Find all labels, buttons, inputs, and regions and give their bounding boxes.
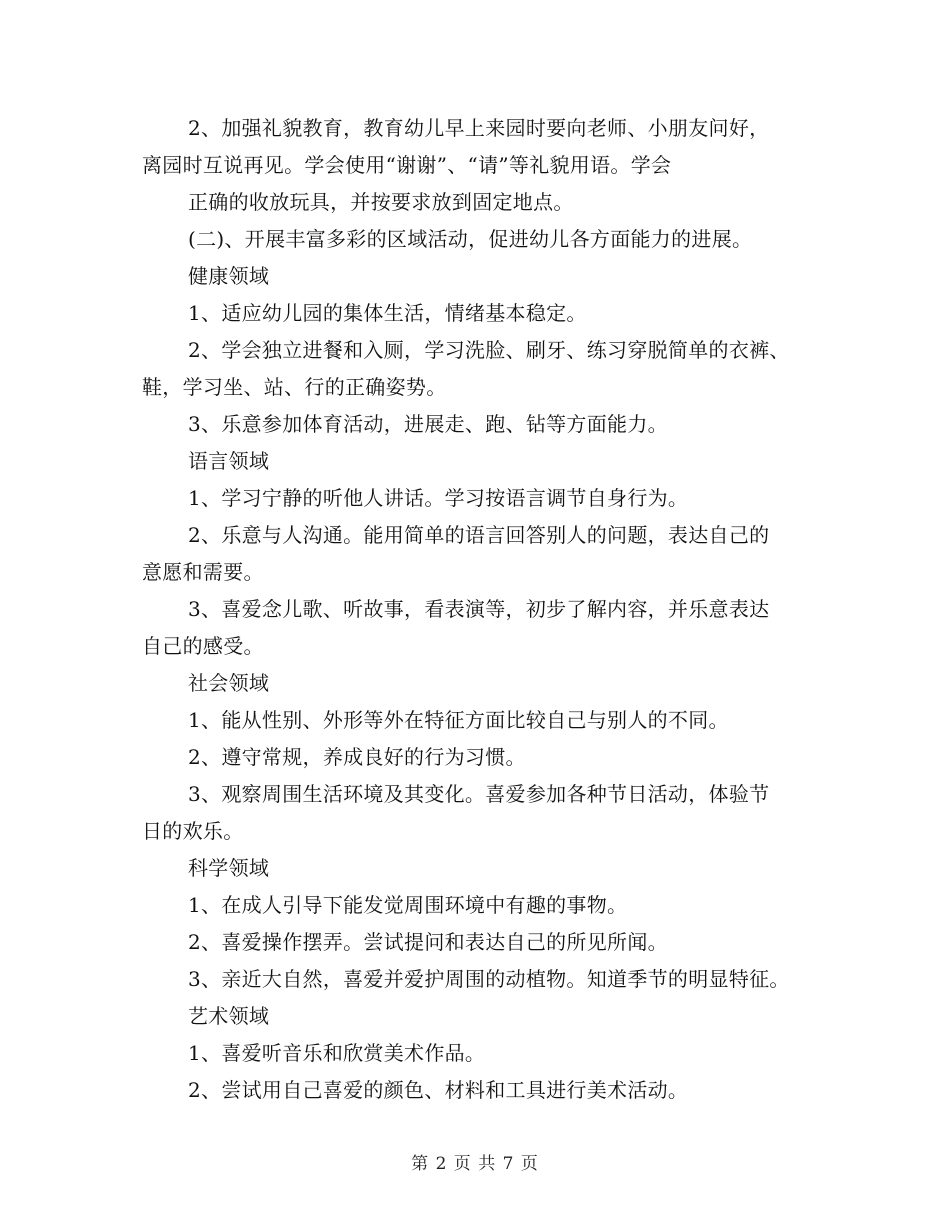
paragraph-line: 日的欢乐。 bbox=[142, 819, 244, 843]
paragraph-line: 1、在成人引导下能发觉周围环境中有趣的事物。 bbox=[188, 893, 628, 917]
domain-heading: 社会领域 bbox=[188, 671, 270, 695]
page-number-footer: 第 2 页 共 7 页 bbox=[411, 1154, 539, 1174]
domain-heading: 语言领域 bbox=[188, 449, 270, 473]
paragraph-line: 意愿和需要。 bbox=[142, 560, 264, 584]
paragraph-line: 3、乐意参加体育活动，进展走、跑、钻等方面能力。 bbox=[188, 412, 668, 436]
paragraph-line: 3、亲近大自然，喜爱并爱护周围的动植物。知道季节的明显特征。 bbox=[188, 967, 790, 991]
paragraph-line: 2、学会独立进餐和入厕，学习洗脸、刷牙、练习穿脱简单的衣裤、 bbox=[188, 338, 790, 362]
paragraph-line: 3、观察周围生活环境及其变化。喜爱参加各种节日活动，体验节 bbox=[188, 782, 770, 806]
domain-heading: 艺术领域 bbox=[188, 1004, 270, 1028]
paragraph-line: 正确的收放玩具，并按要求放到固定地点。 bbox=[188, 190, 574, 214]
domain-heading: 科学领域 bbox=[188, 856, 270, 880]
paragraph-line: 2、加强礼貌教育，教育幼儿早上来园时要向老师、小朋友问好， bbox=[188, 116, 770, 140]
paragraph-line: 2、喜爱操作摆弄。尝试提问和表达自己的所见所闻。 bbox=[188, 930, 668, 954]
paragraph-line: 离园时互说再见。学会使用“谢谢”、“请”等礼貌用语。学会 bbox=[142, 153, 672, 177]
paragraph-line: 3、喜爱念儿歌、听故事，看表演等，初步了解内容，并乐意表达 bbox=[188, 597, 770, 621]
section-heading: (二)、开展丰富多彩的区域活动，促进幼儿各方面能力的进展。 bbox=[188, 227, 753, 251]
paragraph-line: 1、学习宁静的听他人讲话。学习按语言调节自身行为。 bbox=[188, 486, 689, 510]
paragraph-line: 鞋，学习坐、站、行的正确姿势。 bbox=[142, 375, 447, 399]
paragraph-line: 自己的感受。 bbox=[142, 634, 264, 658]
paragraph-line: 2、乐意与人沟通。能用简单的语言回答别人的问题，表达自己的 bbox=[188, 523, 770, 547]
paragraph-line: 1、喜爱听音乐和欣赏美术作品。 bbox=[188, 1041, 486, 1065]
paragraph-line: 1、适应幼儿园的集体生活，情绪基本稳定。 bbox=[188, 301, 587, 325]
paragraph-line: 1、能从性别、外形等外在特征方面比较自己与别人的不同。 bbox=[188, 708, 729, 732]
paragraph-line: 2、遵守常规，养成良好的行为习惯。 bbox=[188, 745, 526, 769]
paragraph-line: 2、尝试用自己喜爱的颜色、材料和工具进行美术活动。 bbox=[188, 1078, 689, 1102]
domain-heading: 健康领域 bbox=[188, 264, 270, 288]
